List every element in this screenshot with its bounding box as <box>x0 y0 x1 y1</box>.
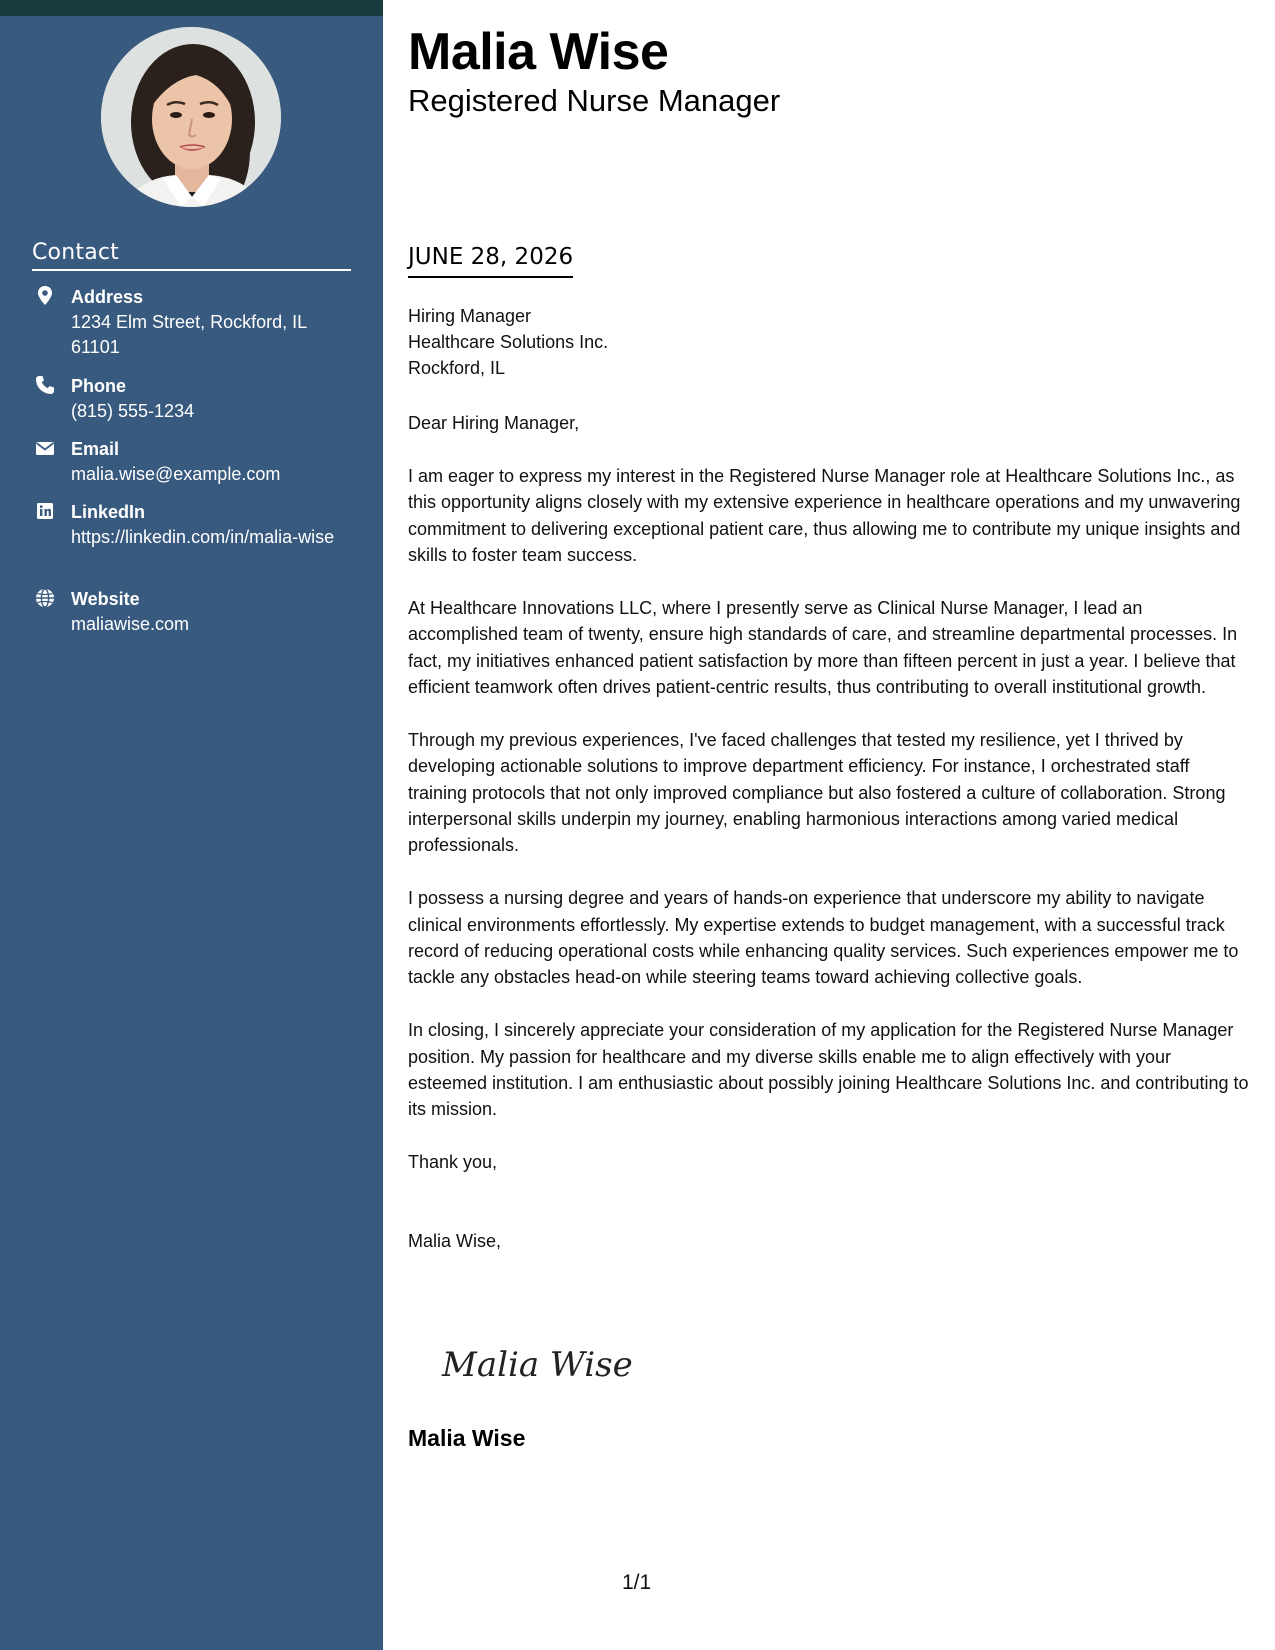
contact-label: Phone <box>71 376 127 396</box>
recipient-line: Hiring Manager <box>408 306 532 326</box>
email-value[interactable]: malia.wise@example.com <box>71 464 281 484</box>
profile-photo <box>101 27 281 207</box>
contact-label: LinkedIn <box>71 502 146 522</box>
page-number: 1/1 <box>622 1571 652 1594</box>
letter-paragraph: In closing, I sincerely appreciate your consideration of my application for the Registered Nurse Manager position. My passion for healthcare and my diverse skills enable me to align effectively with your esteemed institution. I am enthusiastic about possibly joining Healthcare Solutions Inc. and contributing to its mission. <box>408 1020 1249 1120</box>
website-value[interactable]: maliawise.com <box>71 614 190 634</box>
sidebar-top-bar <box>0 0 383 16</box>
applicant-name: Malia Wise <box>408 23 669 81</box>
phone-icon <box>34 374 56 396</box>
closing: Thank you, <box>408 1152 498 1173</box>
phone-value[interactable]: (815) 555-1234 <box>71 401 195 421</box>
recipient-line: Healthcare Solutions Inc. <box>408 332 609 352</box>
letter-paragraph: At Healthcare Innovations LLC, where I presently serve as Clinical Nurse Manager, I lead an accomplished team of twenty, ensure high standards of care, and streamline departmental processes. In fact, my initiatives enhanced patient satisfaction by more than fifteen percent in just a year. I believe that efficient teamwork often drives patient-centric results, thus contributing to overall institutional growth. <box>408 597 1238 698</box>
letter-date: JUNE 28, 2026 <box>408 244 573 278</box>
handwritten-signature <box>438 1336 658 1392</box>
letter-paragraph: I possess a nursing degree and years of hands-on experience that underscore my ability to navigate clinical environments effortlessly. My expertise extends to budget management, with a successful track record of reducing operational costs while enhancing quality services. Such experiences empower me to tackle any obstacles head-on while steering teams toward achieving collective goals. <box>408 888 1239 988</box>
linkedin-icon <box>34 500 56 522</box>
signed-name: Malia Wise <box>408 1425 526 1451</box>
signoff: Malia Wise, <box>408 1230 502 1251</box>
address-value: 1234 Elm Street, Rockford, IL 61101 <box>71 312 307 357</box>
contact-label: Email <box>71 439 120 459</box>
envelope-icon <box>34 437 56 459</box>
sidebar <box>0 0 383 1650</box>
letter-body <box>408 410 1253 1280</box>
letter-paragraph: Through my previous experiences, I've faced challenges that tested my resilience, yet I thrived by developing actionable solutions to improve department efficiency. For instance, I orchestrated staff training protocols that not only improved compliance but also fostered a culture of collaboration. Strong interpersonal skills underpin my journey, enabling harmonious interactions among varied medical professionals. <box>408 729 1226 856</box>
job-title: Registered Nurse Manager <box>408 83 781 118</box>
globe-icon <box>34 587 56 609</box>
linkedin-value[interactable]: https://linkedin.com/in/malia-wise <box>71 527 335 547</box>
location-pin-icon <box>34 285 56 307</box>
signature-text: Malia Wise <box>442 1345 633 1385</box>
recipient-block <box>408 303 608 381</box>
recipient-line: Rockford, IL <box>408 358 506 378</box>
salutation: Dear Hiring Manager, <box>408 413 580 433</box>
contact-label: Address <box>71 287 144 307</box>
contact-label: Website <box>71 589 140 609</box>
letter-paragraph: I am eager to express my interest in the Registered Nurse Manager role at Healthcare Solutions Inc., as this opportunity aligns closely with my extensive experience in healthcare operations and my unwavering commitment to delivering exceptional patient care, thus allowing me to contribute my unique insights and skills to foster team success. <box>408 465 1241 566</box>
contact-heading: Contact <box>32 240 351 271</box>
